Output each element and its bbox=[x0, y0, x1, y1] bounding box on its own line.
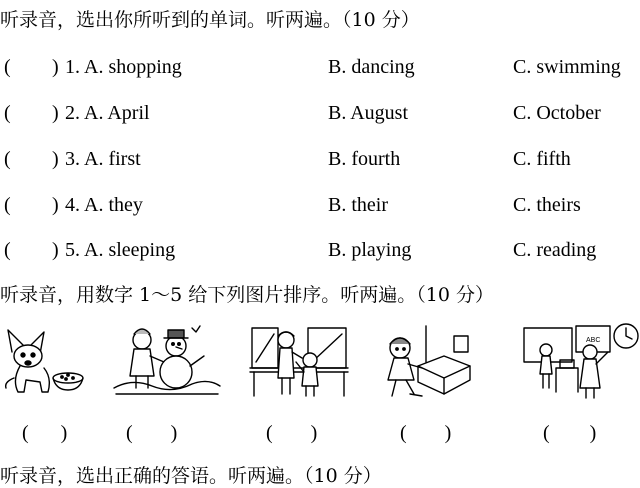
section2-instruction: 听录音，用数字 1～5 给下列图片排序。听两遍。（10 分） bbox=[0, 284, 494, 306]
option-b[interactable]: B. fourth bbox=[328, 148, 401, 170]
option-b[interactable]: B. playing bbox=[328, 239, 412, 261]
picture-girl-making-bed bbox=[374, 322, 474, 400]
answer-paren-close: ) bbox=[170, 422, 178, 444]
answer-paren-open: ( bbox=[400, 422, 407, 444]
picture-answer-5[interactable] bbox=[543, 420, 596, 446]
question-number: 4. bbox=[65, 194, 80, 216]
answer-paren-close[interactable]: ) bbox=[52, 239, 59, 261]
kids-by-window-icon bbox=[248, 322, 350, 400]
option-b[interactable]: B. August bbox=[328, 102, 409, 124]
question-row-5 bbox=[0, 237, 640, 263]
picture-classroom-clock bbox=[520, 322, 640, 400]
question-row-4 bbox=[0, 192, 640, 218]
answer-paren-close[interactable]: ) bbox=[52, 102, 59, 124]
option-a[interactable]: A. shopping bbox=[84, 56, 182, 78]
section3-instruction: 听录音，选出正确的答语。听两遍。（10 分） bbox=[0, 465, 382, 487]
option-b[interactable]: B. dancing bbox=[328, 56, 415, 78]
answer-paren-close: ) bbox=[60, 422, 68, 444]
option-c[interactable]: C. fifth bbox=[513, 148, 571, 170]
picture-answer-2[interactable] bbox=[126, 420, 177, 446]
option-a[interactable]: A. first bbox=[84, 148, 141, 170]
picture-answer-1[interactable] bbox=[22, 420, 67, 446]
picture-answer-3[interactable] bbox=[266, 420, 317, 446]
answer-paren-close[interactable]: ) bbox=[52, 194, 59, 216]
answer-paren-open: ( bbox=[22, 422, 29, 444]
girl-making-bed-icon bbox=[374, 322, 474, 400]
option-c[interactable]: C. October bbox=[513, 102, 601, 124]
classroom-clock-icon bbox=[520, 322, 640, 400]
answer-paren-open[interactable]: ( bbox=[4, 102, 11, 124]
answer-paren-open[interactable]: ( bbox=[4, 239, 11, 261]
option-c[interactable]: C. reading bbox=[513, 239, 597, 261]
question-number: 1. bbox=[65, 56, 80, 78]
option-c[interactable]: C. theirs bbox=[513, 194, 581, 216]
question-number: 2. bbox=[65, 102, 80, 124]
option-b[interactable]: B. their bbox=[328, 194, 388, 216]
question-row-3 bbox=[0, 146, 640, 172]
answer-paren-close: ) bbox=[310, 422, 318, 444]
question-number: 3. bbox=[65, 148, 80, 170]
picture-kids-by-window bbox=[248, 322, 350, 400]
answer-paren-open[interactable]: ( bbox=[4, 194, 11, 216]
option-a[interactable]: A. they bbox=[84, 194, 143, 216]
answer-paren-open: ( bbox=[266, 422, 273, 444]
question-row-2 bbox=[0, 100, 640, 126]
answer-paren-close: ) bbox=[444, 422, 452, 444]
option-c[interactable]: C. swimming bbox=[513, 56, 621, 78]
picture-snowman bbox=[112, 322, 222, 400]
picture-dog-eating bbox=[0, 322, 90, 400]
question-row-1 bbox=[0, 54, 640, 80]
answer-paren-close[interactable]: ) bbox=[52, 56, 59, 78]
answer-paren-close[interactable]: ) bbox=[52, 148, 59, 170]
answer-paren-close: ) bbox=[589, 422, 597, 444]
question-number: 5. bbox=[65, 239, 80, 261]
dog-eating-icon bbox=[0, 322, 90, 400]
answer-paren-open: ( bbox=[543, 422, 550, 444]
option-a[interactable]: A. sleeping bbox=[84, 239, 176, 261]
picture-answer-4[interactable] bbox=[400, 420, 451, 446]
answer-paren-open[interactable]: ( bbox=[4, 148, 11, 170]
svg-text:ABC: ABC bbox=[586, 337, 601, 344]
snowman-icon bbox=[112, 322, 222, 400]
answer-paren-open: ( bbox=[126, 422, 133, 444]
option-a[interactable]: A. April bbox=[84, 102, 150, 124]
section1-instruction: 听录音，选出你所听到的单词。听两遍。（10 分） bbox=[0, 9, 420, 31]
answer-paren-open[interactable]: ( bbox=[4, 56, 11, 78]
